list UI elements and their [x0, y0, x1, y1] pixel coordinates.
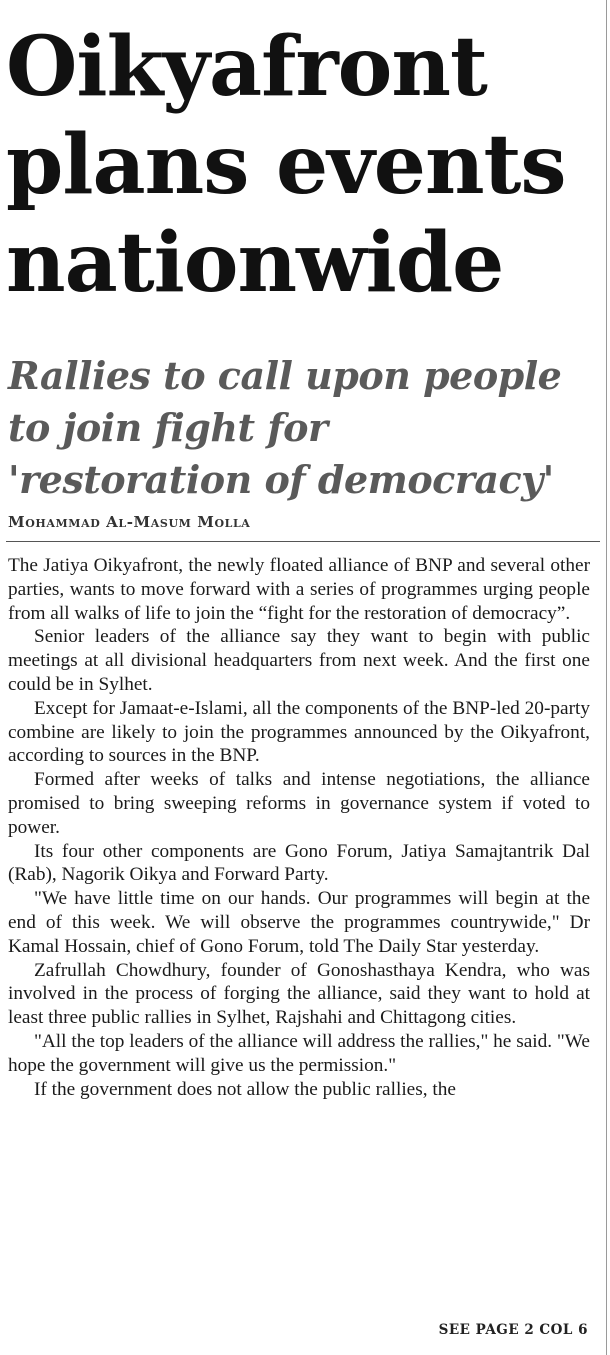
article-paragraph: The Jatiya Oikyafront, the newly floated alliance of BNP and several other parties, wants to move forward with a series of programmes urging people from all walks of life to join the “fight for the restoration of democracy”.	[8, 555, 590, 624]
headline: Oikyafront plans events nationwide	[6, 19, 566, 311]
byline: Mohammad Al-Masum Molla	[8, 513, 251, 531]
article-body	[8, 554, 590, 1101]
article-paragraph: Except for Jamaat-e-Islami, all the components of the BNP-led 20-party combine are likely to join the programmes announced by the Oikyafront, according to sources in the BNP.	[8, 697, 590, 767]
article-paragraph: Senior leaders of the alliance say they want to begin with public meetings at all divisional headquarters from next week. And the first one could be in Sylhet.	[8, 626, 590, 695]
article-paragraph: Formed after weeks of talks and intense negotiations, the alliance promised to bring sweeping reforms in governance system if voted to power.	[8, 769, 590, 838]
article-paragraph: "All the top leaders of the alliance will address the rallies," he said. "We hope the government will give us the permission."	[8, 1030, 590, 1076]
byline-divider	[6, 541, 600, 542]
article-paragraph: Its four other components are Gono Forum, Jatiya Samajtantrik Dal (Rab), Nagorik Oikya and Forward Party.	[8, 840, 590, 886]
column-rule	[606, 0, 607, 1355]
article-paragraph: "We have little time on our hands. Our programmes will begin at the end of this week. We will observe the programmes countrywide," Dr Kamal Hossain, chief of Gono Forum, told The Daily Star yesterday.	[8, 888, 590, 957]
subheadline: Rallies to call upon people to join fight for 'restoration of democracy'	[8, 353, 562, 502]
article-paragraph: Zafrullah Chowdhury, founder of Gonoshasthaya Kendra, who was involved in the process of forging the alliance, said they want to hold at least three public rallies in Sylhet, Rajshahi and Chittagong cities.	[8, 959, 590, 1029]
article-paragraph: If the government does not allow the public rallies, the	[34, 1078, 456, 1100]
continuation-jump-line: SEE PAGE 2 COL 6	[438, 1322, 588, 1338]
